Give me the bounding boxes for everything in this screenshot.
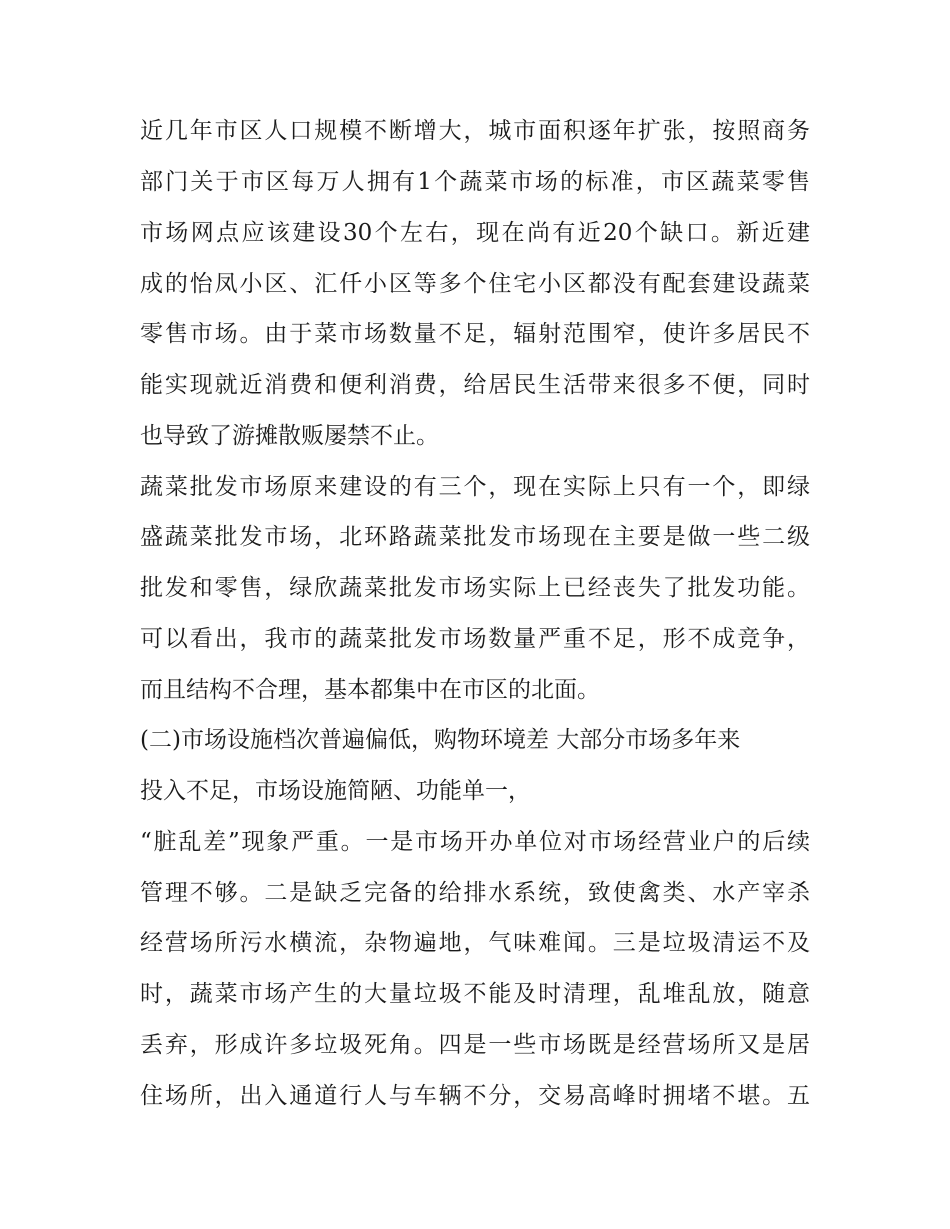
text-line: 投入不足，市场设施简陋、功能单一，: [140, 778, 531, 804]
text-line: 近几年市区人口规模不断增大，城市面积逐年扩张，按照商务: [140, 118, 810, 144]
text-line: 也导致了游摊散贩屡禁不止。: [140, 423, 439, 449]
text-line: 蔬菜批发市场原来建设的有三个，现在实际上只有一个，即绿: [140, 474, 810, 500]
text-line: 管理不够。二是缺乏完备的给排水系统，致使禽类、水产宰杀: [140, 880, 810, 906]
text-line: “脏乱差”现象严重。一是市场开办单位对市场经营业户的后续: [140, 829, 810, 855]
text-line: 经营场所污水横流，杂物遍地，气味难闻。三是垃圾清运不及: [140, 930, 810, 956]
text-line: 丢弃，形成许多垃圾死角。四是一些市场既是经营场所又是居: [140, 1032, 810, 1058]
text-line: 部门关于市区每万人拥有1个蔬菜市场的标准，市区蔬菜零售: [140, 169, 810, 195]
text-line: 盛蔬菜批发市场，北环路蔬菜批发市场现在主要是做一些二级: [140, 524, 810, 550]
text-line: 可以看出，我市的蔬菜批发市场数量严重不足，形不成竞争，: [140, 626, 810, 652]
text-line: 时，蔬菜市场产生的大量垃圾不能及时清理，乱堆乱放，随意: [140, 981, 810, 1007]
text-line: 成的怡凤小区、汇仟小区等多个住宅小区都没有配套建设蔬菜: [140, 271, 810, 297]
text-line: 而且结构不合理，基本都集中在市区的北面。: [140, 677, 600, 703]
text-line: 市场网点应该建设30个左右，现在尚有近20个缺口。新近建: [140, 220, 810, 246]
text-line: (二)市场设施档次普遍偏低，购物环境差 大部分市场多年来: [140, 727, 741, 753]
text-line: 批发和零售，绿欣蔬菜批发市场实际上已经丧失了批发功能。: [140, 575, 810, 601]
text-line: 零售市场。由于菜市场数量不足，辐射范围窄，使许多居民不: [140, 321, 810, 347]
text-line: 能实现就近消费和便利消费，给居民生活带来很多不便，同时: [140, 372, 810, 398]
text-line: 住场所，出入通道行人与车辆不分，交易高峰时拥堵不堪。五: [140, 1083, 810, 1109]
